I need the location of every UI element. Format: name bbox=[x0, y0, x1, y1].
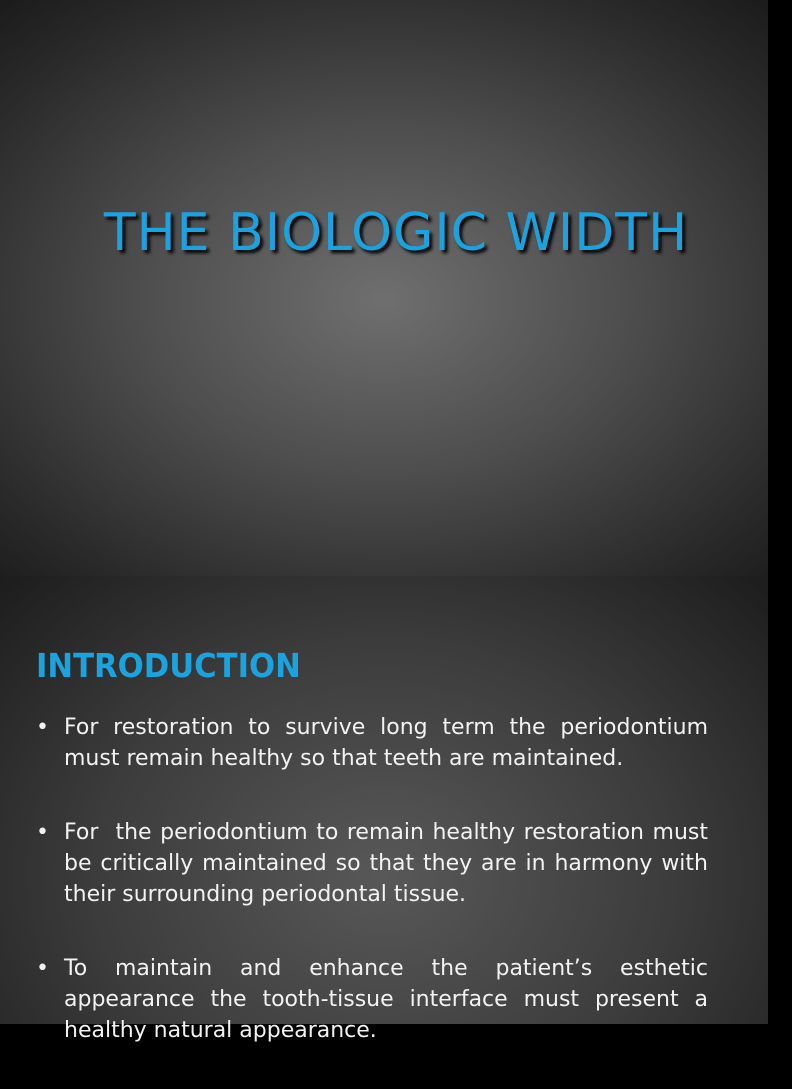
bullet-icon: • bbox=[36, 956, 49, 981]
bullet-item bbox=[36, 817, 715, 910]
bullet-text: For restoration to survive long term the periodontium must remain healthy so that teeth are maintained. bbox=[64, 715, 715, 771]
bullet-text: For the periodontium to remain healthy restoration must be critically maintained so that they are in harmony with their surrounding periodontal tissue. bbox=[64, 820, 715, 907]
bullet-icon: • bbox=[36, 820, 49, 845]
slide-title: THE BIOLOGIC WIDTH bbox=[103, 203, 689, 263]
introduction-slide bbox=[0, 576, 768, 1043]
bullet-item bbox=[36, 712, 715, 774]
bullet-text: To maintain and enhance the patient’s esthetic appearance the tooth-tissue interface must present a healthy natural appearance. bbox=[64, 956, 715, 1043]
section-heading: INTRODUCTION bbox=[36, 646, 301, 685]
bullet-icon: • bbox=[36, 715, 49, 740]
bullet-list bbox=[36, 712, 715, 1089]
bullet-item bbox=[36, 953, 715, 1046]
